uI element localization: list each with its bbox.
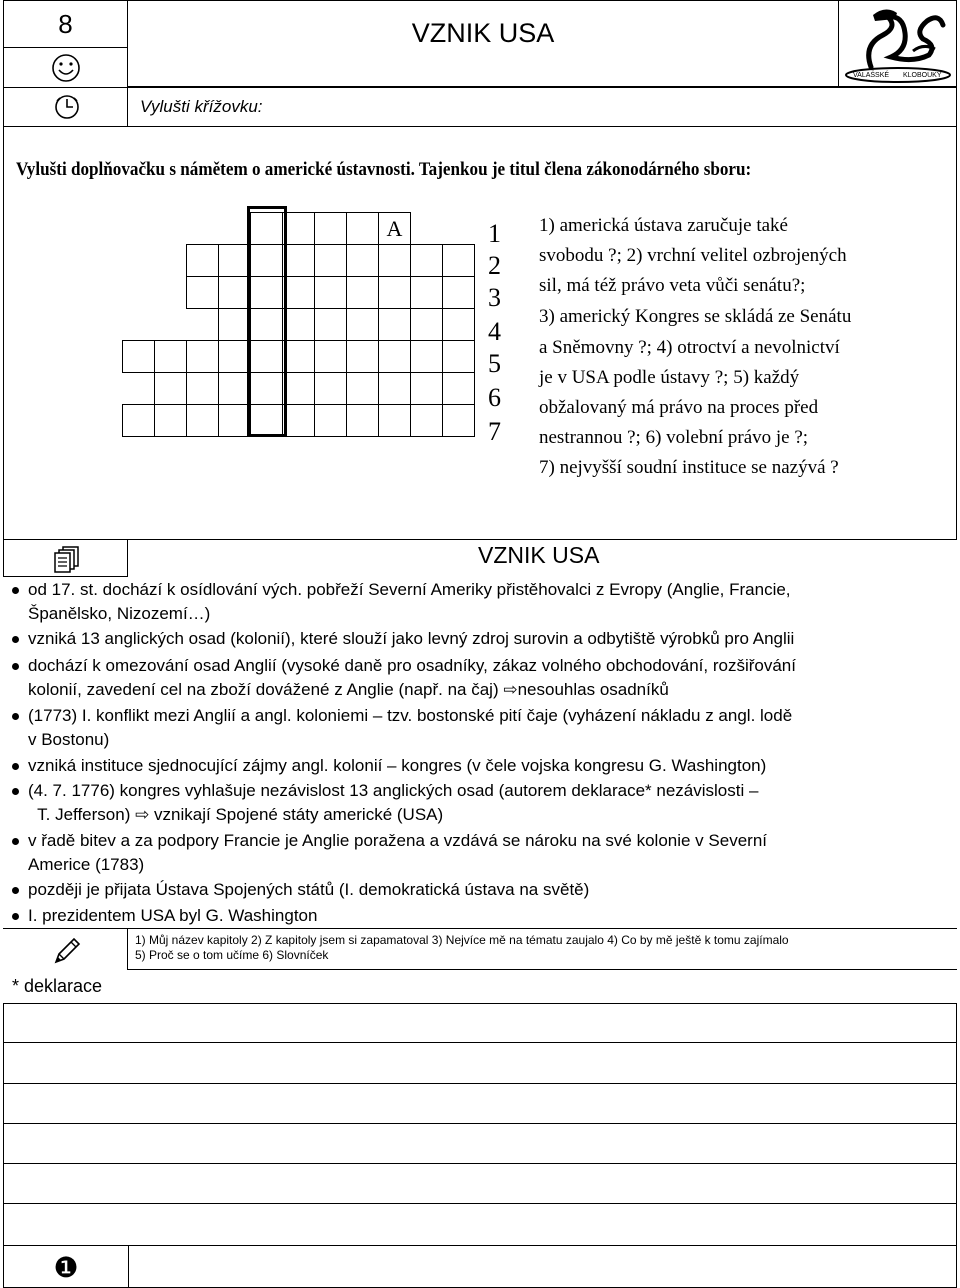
clue-line: a Sněmovny ?; 4) otroctví a nevolnictví: [539, 337, 840, 358]
clue-line: 1) americká ústava zaručuje také: [539, 215, 788, 236]
bullet-text: Španělsko, Nizozemí…): [28, 604, 211, 623]
answer-row-line: [4, 1042, 956, 1043]
crossword-cell[interactable]: [314, 308, 347, 341]
crossword-cell[interactable]: [314, 212, 347, 245]
clue-line: 7) nejvyšší soudní instituce se nazývá ?: [539, 457, 839, 478]
crossword-cell[interactable]: [154, 340, 187, 373]
answer-row-line: [4, 1203, 956, 1204]
crossword-cell[interactable]: [186, 372, 219, 405]
crossword-cell[interactable]: [346, 372, 379, 405]
row-number: 6: [488, 383, 501, 412]
bullet-dot: [12, 913, 19, 920]
bullet-text: později je přijata Ústava Spojených států (I. demokratická ústava na světě): [28, 880, 590, 899]
crossword-cell[interactable]: [346, 276, 379, 309]
bullet-dot: [12, 763, 19, 770]
row-number: 3: [488, 283, 501, 312]
crossword-cell[interactable]: [442, 308, 475, 341]
crossword-cell[interactable]: [154, 372, 187, 405]
crossword-cell[interactable]: [314, 372, 347, 405]
crossword-cell[interactable]: [314, 404, 347, 437]
bullet-text: (4. 7. 1776) kongres vyhlašuje nezávislost 13 anglických osad (autorem deklarace* nezávislosti –: [28, 781, 759, 800]
crossword-cell[interactable]: [410, 276, 443, 309]
logo-icon: [843, 5, 953, 83]
bullet-text: vzniká 13 anglických osad (kolonií), které slouží jako levný zdroj surovin a odbytiště výrobků pro Anglii: [28, 629, 795, 648]
crossword-cell[interactable]: [442, 276, 475, 309]
bullet-text: dochází k omezování osad Anglií (vysoké daně pro osadníky, zákaz volného obchodování, rozšiřování: [28, 656, 796, 675]
reflection-questions-line2: 5) Proč se o tom učíme 6) Slovníček: [135, 948, 329, 962]
crossword-cell[interactable]: [442, 404, 475, 437]
header-title-cell: [127, 0, 839, 87]
reflection-questions-line1: 1) Můj název kapitoly 2) Z kapitoly jsem si zapamatoval 3) Nejvíce mě na tématu zaujalo 4) Co by mě ještě k tomu zajímalo: [135, 933, 789, 947]
crossword-cell[interactable]: [378, 340, 411, 373]
row-number: 5: [488, 349, 501, 378]
bullet-dot: [12, 788, 19, 795]
header-number-cell: [3, 0, 128, 48]
crossword-cell[interactable]: [410, 340, 443, 373]
pencil-icon: [52, 936, 82, 966]
crossword-cell[interactable]: [314, 340, 347, 373]
crossword-cell[interactable]: [378, 276, 411, 309]
crossword-cell[interactable]: [314, 276, 347, 309]
bullet-dot: [12, 636, 19, 643]
crossword-cell[interactable]: [378, 404, 411, 437]
crossword-cell[interactable]: [410, 308, 443, 341]
reflection-top-line: [3, 928, 957, 929]
bullet-text: od 17. st. dochází k osídlování vých. pobřeží Severní Ameriky přistěhovalci z Evropy (Anglie, Francie,: [28, 580, 791, 599]
bullet-text: T. Jefferson) ⇨ vznikají Spojené státy americké (USA): [28, 805, 444, 824]
crossword-cell[interactable]: [410, 244, 443, 277]
notes-icon-cell: [3, 539, 128, 577]
reflection-mid-line: [127, 969, 957, 970]
row-number: 7: [488, 417, 501, 446]
clock-icon: [54, 94, 80, 120]
crossword-cell[interactable]: [378, 372, 411, 405]
crossword-cell[interactable]: [442, 244, 475, 277]
row-number: 1: [488, 219, 501, 248]
page-title: VZNIK USA: [411, 17, 555, 48]
crossword-cell[interactable]: [442, 340, 475, 373]
bullet-text: v řadě bitev a za podpory Francie je Anglie poražena a vzdává se nároku na své kolonie v Severní: [28, 831, 767, 850]
bullet-text: kolonií, zavedení cel na zboží dovážené z Anglie (např. na čaj) ⇨nesouhlas osadníků: [28, 680, 669, 699]
crossword-cell[interactable]: [442, 372, 475, 405]
clue-line: svobodu ?; 2) vrchní velitel ozbrojených: [539, 245, 847, 266]
answer-row-line: [4, 1083, 956, 1084]
bullet-dot: [12, 663, 19, 670]
smiley-icon: [51, 53, 81, 83]
task-cell: [127, 87, 957, 127]
clue-line: 3) americký Kongres se skládá ze Senátu: [539, 306, 852, 327]
row-number: 2: [488, 251, 501, 280]
crossword-cell[interactable]: [378, 244, 411, 277]
clue-line: nestrannou ?; 6) volební právo je ?;: [539, 427, 809, 448]
smiley-cell: [3, 47, 128, 88]
given-letter: A: [386, 215, 403, 241]
glossary-term: * deklarace: [12, 976, 103, 996]
crossword-cell[interactable]: [186, 340, 219, 373]
reflection-divider: [127, 928, 128, 970]
clue-line: obžalovaný má právo na proces před: [539, 397, 819, 418]
crossword-cell[interactable]: [154, 404, 187, 437]
bullet-dot: [12, 887, 19, 894]
crossword-cell[interactable]: [346, 404, 379, 437]
bullet-text: (1773) I. konflikt mezi Anglií a angl. koloniemi – tzv. bostonské pití čaje (vyházení nákladu z angl. lodě: [28, 706, 793, 725]
bullet-text: I. prezidentem USA byl G. Washington: [28, 906, 318, 925]
notes-icon: [54, 546, 80, 574]
notes-title: VZNIK USA: [478, 542, 600, 568]
answer-row-line: [4, 1245, 956, 1246]
crossword-cell[interactable]: [346, 244, 379, 277]
bullet-text: v Bostonu): [28, 730, 110, 749]
crossword-cell[interactable]: [378, 308, 411, 341]
task-instruction: Vylušti křížovku:: [140, 97, 263, 116]
crossword-cell[interactable]: [346, 340, 379, 373]
page-number: 8: [58, 8, 73, 39]
crossword-cell[interactable]: [410, 372, 443, 405]
crossword-heading: Vylušti doplňovačku s námětem o americké ústavnosti. Tajenkou je titul člena zákonodárného sboru:: [16, 159, 752, 180]
answer-table: [3, 1003, 957, 1288]
bullet-dot: [12, 587, 19, 594]
crossword-cell[interactable]: [314, 244, 347, 277]
logo-text-right: KLOBOUKY: [903, 72, 942, 79]
crossword-cell[interactable]: [122, 340, 155, 373]
answer-row-line: [4, 1163, 956, 1164]
bullet-text: vzniká instituce sjednocující zájmy angl. kolonií – kongres (v čele vojska kongresu G. Washington): [28, 756, 767, 775]
crossword-cell[interactable]: [346, 308, 379, 341]
bullet-dot: [12, 838, 19, 845]
crossword-cell[interactable]: [346, 212, 379, 245]
answer-row-line: [4, 1123, 956, 1124]
footer-divider: [128, 1245, 129, 1287]
header-logo-cell: [838, 0, 957, 87]
crossword-cell[interactable]: [186, 244, 219, 277]
bullet-dot: [12, 713, 19, 720]
clue-line: je v USA podle ústavy ?; 5) každý: [539, 367, 800, 388]
crossword-cell[interactable]: [186, 276, 219, 309]
bullet-text: Americe (1783): [28, 855, 145, 874]
clue-line: sil, má též právo veta vůči senátu?;: [539, 275, 806, 296]
logo-text-left: VALAŠSKÉ: [853, 72, 890, 79]
crossword-cell[interactable]: [410, 404, 443, 437]
footer-badge: ❶: [53, 1250, 79, 1284]
clock-cell: [3, 87, 128, 127]
secret-column-frame: [247, 206, 287, 437]
crossword-frame: [3, 126, 957, 540]
crossword-cell-given[interactable]: [378, 212, 411, 245]
crossword-cell[interactable]: [122, 404, 155, 437]
crossword-cell[interactable]: [186, 404, 219, 437]
row-number: 4: [488, 317, 501, 346]
